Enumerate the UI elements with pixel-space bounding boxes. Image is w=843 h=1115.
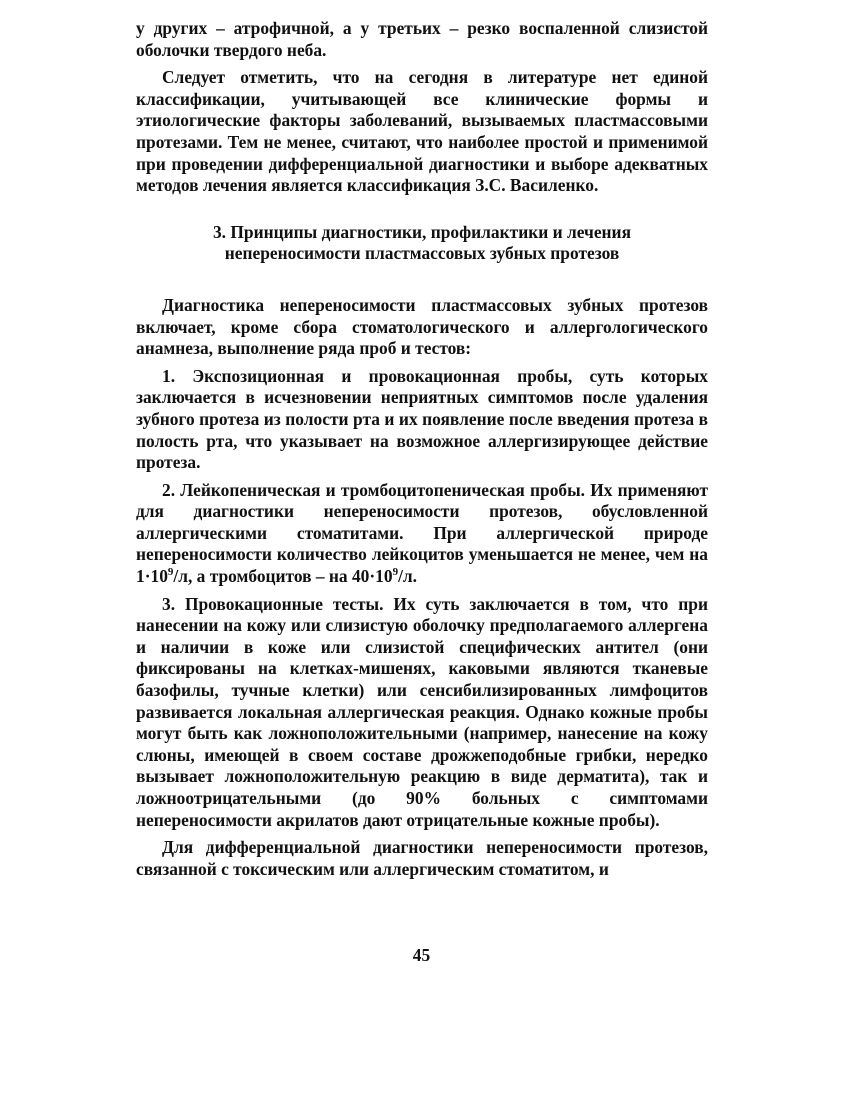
section-heading-line2: непереносимости пластмассовых зубных протезов — [224, 243, 620, 264]
section-heading-line1: 3. Принципы диагностики, профилактики и лечения — [212, 221, 631, 242]
section-heading — [136, 222, 708, 265]
superscript-exponent: 9 — [167, 566, 174, 579]
test-2-text-mid: /л, а тромбоцитов – на 40·10 — [173, 566, 393, 587]
superscript-exponent: 9 — [392, 566, 399, 579]
paragraph-test-1: 1. Экспозиционная и провокационная пробы, суть которых заключается в исчезновении неприятных симптомов после удаления зубного протеза из полости рта и их появление после введения протеза в полость рта, что указывает на возможное аллергизирующее действие протеза. — [136, 365, 708, 473]
paragraph-differential: Для дифференциальной диагностики непереносимости протезов, связанной с токсическим или аллергическим стоматитом, и — [136, 837, 708, 879]
paragraph-test-3: 3. Провокационные тесты. Их суть заключается в том, что при нанесении на кожу или слизистую оболочку предполагаемого аллергена и наличии в коже или слизистой специфических антител (они фиксированы на клетках-мишенях, каковыми являются тканевые базофилы, тучные клетки) или сенсибилизированных лимфоцитов развивается локальная аллергическая реакция. Однако кожные пробы могут быть как ложноположительными (например, нанесение на кожу слюны, имеющей в своем составе дрожжеподобные грибки, нередко вызывает ложноположительную реакцию в виде дерматита), так и ложноотрицательными (до 90% больных с симптомами непереносимости акрилатов дают отрицательные кожные пробы). — [136, 593, 708, 830]
paragraph-classification: Следует отметить, что на сегодня в литературе нет единой классификации, учитывающей все клинические формы и этиологические факторы заболеваний, вызываемых пластмассовыми протезами. Тем не менее, считают, что наиболее простой и применимой при проведении дифференциальной диагностики и выборе адекватных методов лечения является классификация З.С. Василенко. — [136, 67, 708, 196]
test-2-text-main: 2. Лейкопеническая и тромбоцитопеническая пробы. Их применяют для диагностики непереносимости протезов, обусловленной аллергическими стоматитами. При аллергической природе непереносимости количество лейкоцитов уменьшается не менее, чем на 1·10 — [136, 479, 708, 587]
paragraph-diagnostics-intro: Диагностика непереносимости пластмассовых зубных протезов включает, кроме сбора стоматологического и аллергологического анамнеза, выполнение ряда проб и тестов: — [136, 294, 708, 359]
page-body — [136, 18, 708, 880]
paragraph-test-2 — [136, 480, 708, 588]
page-number: 45 — [412, 945, 431, 965]
test-2-text-end: /л. — [398, 566, 417, 587]
paragraph-continuation: у других – атрофичной, а у третьих – резко воспаленной слизистой оболочки твердого неба. — [136, 18, 708, 60]
